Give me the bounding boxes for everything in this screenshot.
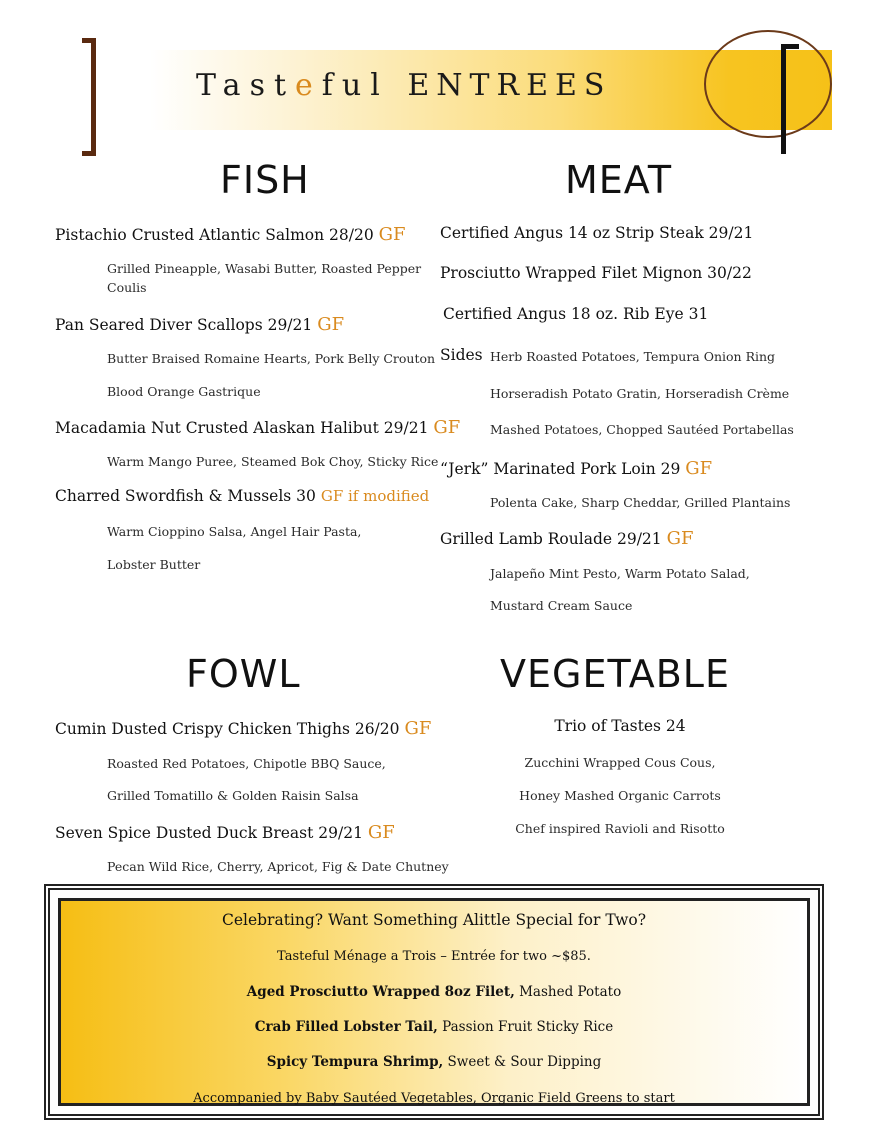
title-highlight: e <box>295 68 322 103</box>
special-line-strong: Crab Filled Lobster Tail, <box>254 1019 438 1035</box>
item-name: Pistachio Crusted Atlantic Salmon 28/20 <box>55 226 374 244</box>
menu-item: Certified Angus 14 oz Strip Steak 29/21 <box>440 224 754 242</box>
item-name: Pan Seared Diver Scallops 29/21 <box>55 316 313 334</box>
special-line-rest: Sweet & Sour Dipping <box>443 1054 602 1070</box>
special-line-strong: Spicy Tempura Shrimp, <box>266 1054 444 1070</box>
special-heading: Celebrating? Want Something Alittle Special for Two? <box>221 911 647 929</box>
desc-line: Honey Mashed Organic Carrots <box>519 788 721 803</box>
section-title-fowl: FOWL <box>186 652 301 696</box>
desc-line: Mustard Cream Sauce <box>490 598 633 613</box>
desc-line: Roasted Red Potatoes, Chipotle BBQ Sauce, <box>107 756 386 771</box>
page-title <box>196 68 611 103</box>
gf-badge: GF <box>404 718 432 739</box>
desc-line: Butter Braised Romaine Hearts, Pork Belly Crouton <box>107 351 436 366</box>
desc-line: Blood Orange Gastrique <box>107 384 261 399</box>
special-box-inner <box>58 898 810 1106</box>
logo-circle <box>704 30 832 138</box>
item-name: “Jerk” Marinated Pork Loin 29 <box>440 460 681 478</box>
item-name: Macadamia Nut Crusted Alaskan Halibut 29/21 <box>55 419 429 437</box>
desc-line: Grilled Pineapple, Wasabi Butter, Roasted Pepper <box>107 261 422 276</box>
special-line-rest: Mashed Potato <box>514 984 622 1000</box>
section-title-vegetable: VEGETABLE <box>500 652 730 696</box>
gf-badge: GF <box>378 224 406 245</box>
desc-line: Lobster Butter <box>107 557 201 572</box>
special-footer: Accompanied by Baby Sautéed Vegetables, Organic Field Greens to start <box>193 1091 675 1106</box>
menu-item <box>55 822 395 843</box>
gf-badge: GF <box>685 458 713 479</box>
menu-item: Prosciutto Wrapped Filet Mignon 30/22 <box>440 264 752 282</box>
gf-badge: GF <box>317 314 345 335</box>
menu-item <box>55 314 344 335</box>
desc-line: Coulis <box>107 280 147 295</box>
logo-bracket <box>781 44 799 154</box>
title-big: ENTREES <box>407 68 612 103</box>
menu-item <box>55 224 406 245</box>
desc-line: Grilled Tomatillo & Golden Raisin Salsa <box>107 788 359 803</box>
special-line-strong: Aged Prosciutto Wrapped 8oz Filet, <box>246 984 515 1000</box>
gf-badge: GF <box>367 822 395 843</box>
gf-badge: GF <box>666 528 694 549</box>
desc-line: Jalapeño Mint Pesto, Warm Potato Salad, <box>490 566 750 581</box>
gf-badge: GF <box>433 417 461 438</box>
side-line: Herb Roasted Potatoes, Tempura Onion Ring <box>490 349 776 364</box>
special-subheading: Tasteful Ménage a Trois – Entrée for two ~$85. <box>277 949 591 964</box>
menu-item <box>55 718 431 739</box>
special-box <box>44 884 824 1120</box>
special-line <box>61 1054 807 1070</box>
menu-item: Certified Angus 18 oz. Rib Eye 31 <box>443 305 709 323</box>
gf-badge: GF if modified <box>320 487 430 505</box>
item-name: Charred Swordfish & Mussels 30 <box>55 487 316 505</box>
item-name: Grilled Lamb Roulade 29/21 <box>440 530 662 548</box>
menu-item <box>440 458 712 479</box>
menu-item <box>440 528 693 549</box>
item-name: Cumin Dusted Crispy Chicken Thighs 26/20 <box>55 720 400 738</box>
menu-item <box>55 487 429 505</box>
desc-line: Pecan Wild Rice, Cherry, Apricot, Fig & Date Chutney <box>107 859 449 874</box>
menu-item: Trio of Tastes 24 <box>554 717 686 735</box>
special-line <box>61 984 807 1000</box>
special-line <box>61 1019 807 1035</box>
menu-item <box>55 417 460 438</box>
desc-line: Zucchini Wrapped Cous Cous, <box>524 755 716 770</box>
section-title-meat: MEAT <box>565 158 673 202</box>
special-line-rest: Passion Fruit Sticky Rice <box>437 1019 614 1035</box>
section-title-fish: FISH <box>220 158 310 202</box>
desc-line: Polenta Cake, Sharp Cheddar, Grilled Plantains <box>490 495 791 510</box>
left-bracket-decoration <box>82 38 96 156</box>
side-line: Horseradish Potato Gratin, Horseradish Crème <box>490 386 790 401</box>
item-description <box>107 259 421 297</box>
title-part1: Tast <box>196 68 296 103</box>
desc-line: Warm Mango Puree, Steamed Bok Choy, Sticky Rice <box>107 454 439 469</box>
item-name: Seven Spice Dusted Duck Breast 29/21 <box>55 824 363 842</box>
title-part2: ful <box>321 68 389 103</box>
desc-line: Chef inspired Ravioli and Risotto <box>515 821 725 836</box>
side-line: Mashed Potatoes, Chopped Sautéed Portabellas <box>490 422 794 437</box>
desc-line: Warm Cioppino Salsa, Angel Hair Pasta, <box>107 524 362 539</box>
sides-label: Sides <box>440 346 483 364</box>
